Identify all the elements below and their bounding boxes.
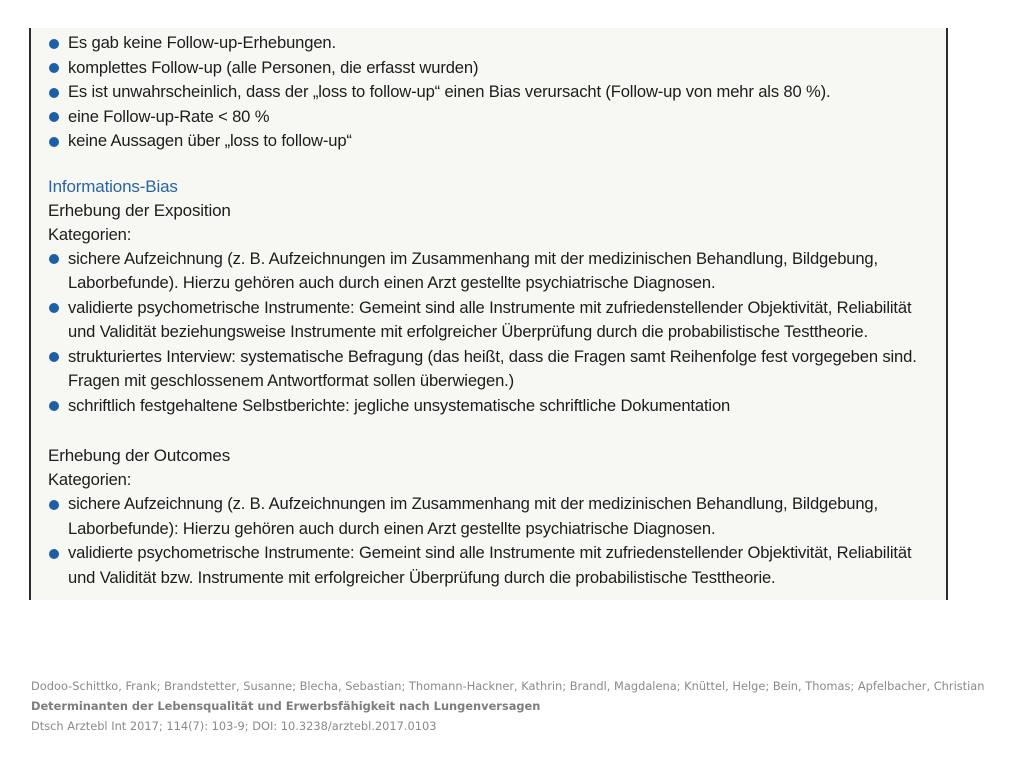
list-item-text: sichere Aufzeichnung (z. B. Aufzeichnungen im Zusammenhang mit der medizinischen Behandlung, Bildgebung, Laborbefunde): Hierzu gehören auch durch einen Arzt gestellte psychiatrische Diagnosen. (68, 494, 878, 538)
categories-label: Kategorien: (48, 224, 132, 244)
list-item-text: validierte psychometrische Instrumente: Gemeint sind alle Instrumente mit zufriedenstellender Objektivität, Reliabilität und Validität beziehungsweise Instrumente mit erfolgreicher Überprüfung durch die probabilistische Testtheorie. (68, 297, 912, 341)
citation-authors: Dodoo-Schittko, Frank; Brandstetter, Susanne; Blecha, Sebastian; Thomann-Hackner, Kathrin; Brandl, Magdalena; Knüttel, Helge; Bein, Thomas; Apfelbacher, Christian (31, 679, 985, 693)
list-item-text: komplettes Follow-up (alle Personen, die erfasst wurden) (68, 57, 479, 77)
list-item (48, 31, 933, 56)
bullet-icon (49, 88, 59, 98)
bullet-icon (49, 352, 59, 362)
bullet-icon (49, 254, 59, 264)
list-item (48, 296, 933, 345)
citation-reference: Dtsch Arztebl Int 2017; 114(7): 103-9; DOI: 10.3238/arztebl.2017.0103 (31, 719, 437, 733)
bullet-icon (49, 39, 59, 49)
table-content (48, 31, 933, 590)
section-heading-information-bias: Informations-Bias (48, 176, 178, 196)
bullet-icon (49, 137, 59, 147)
list-item (48, 105, 933, 130)
bullet-icon (49, 112, 59, 122)
list-item-text: strukturiertes Interview: systematische Befragung (das heißt, dass die Fragen samt Reihenfolge fest vorgegeben sind. Fragen mit geschlossenem Antwortformat sollen überwiegen.) (68, 346, 917, 390)
list-item (48, 80, 933, 105)
subheading-outcomes: Erhebung der Outcomes (48, 446, 231, 465)
list-item-text: keine Aussagen über „loss to follow-up“ (68, 131, 352, 150)
subheading-exposure: Erhebung der Exposition (48, 200, 231, 220)
bullet-icon (49, 303, 59, 313)
list-item-text: Es ist unwahrscheinlich, dass der „loss to follow-up“ einen Bias verursacht (Follow-up von mehr als 80 %). (68, 82, 831, 101)
list-item (48, 247, 933, 296)
table-excerpt-panel (29, 28, 948, 600)
list-item (48, 345, 933, 394)
exposure-categories-list (48, 247, 933, 419)
citation-title: Determinanten der Lebensqualität und Erwerbsfähigkeit nach Lungenversagen (31, 699, 541, 713)
list-item-text: eine Follow-up-Rate < 80 % (68, 106, 270, 126)
bullet-icon (49, 63, 59, 73)
bullet-icon (49, 500, 59, 510)
list-item-text: validierte psychometrische Instrumente: Gemeint sind alle Instrumente mit zufriedenstellender Objektivität, Reliabilität und Validität bzw. Instrumente mit erfolgreicher Überprüfung durch die probabilistische Testtheorie. (68, 543, 912, 587)
categories-label: Kategorien: (48, 470, 132, 489)
list-item (48, 129, 933, 154)
list-item-text: schriftlich festgehaltene Selbstberichte: jegliche unsystematische schriftliche Dokumentation (68, 395, 731, 415)
bullet-icon (49, 549, 59, 559)
list-item-text: Es gab keine Follow-up-Erhebungen. (68, 33, 336, 52)
list-item (48, 394, 933, 419)
list-item (48, 492, 933, 541)
bullet-icon (49, 401, 59, 411)
followup-list (48, 31, 933, 154)
citation-footer (31, 676, 1001, 736)
list-item (48, 541, 933, 590)
outcome-categories-list (48, 492, 933, 590)
list-item (48, 56, 933, 81)
list-item-text: sichere Aufzeichnung (z. B. Aufzeichnungen im Zusammenhang mit der medizinischen Behandlung, Bildgebung, Laborbefunde). Hierzu gehören auch durch einen Arzt gestellte psychiatrische Diagnosen. (68, 248, 878, 292)
